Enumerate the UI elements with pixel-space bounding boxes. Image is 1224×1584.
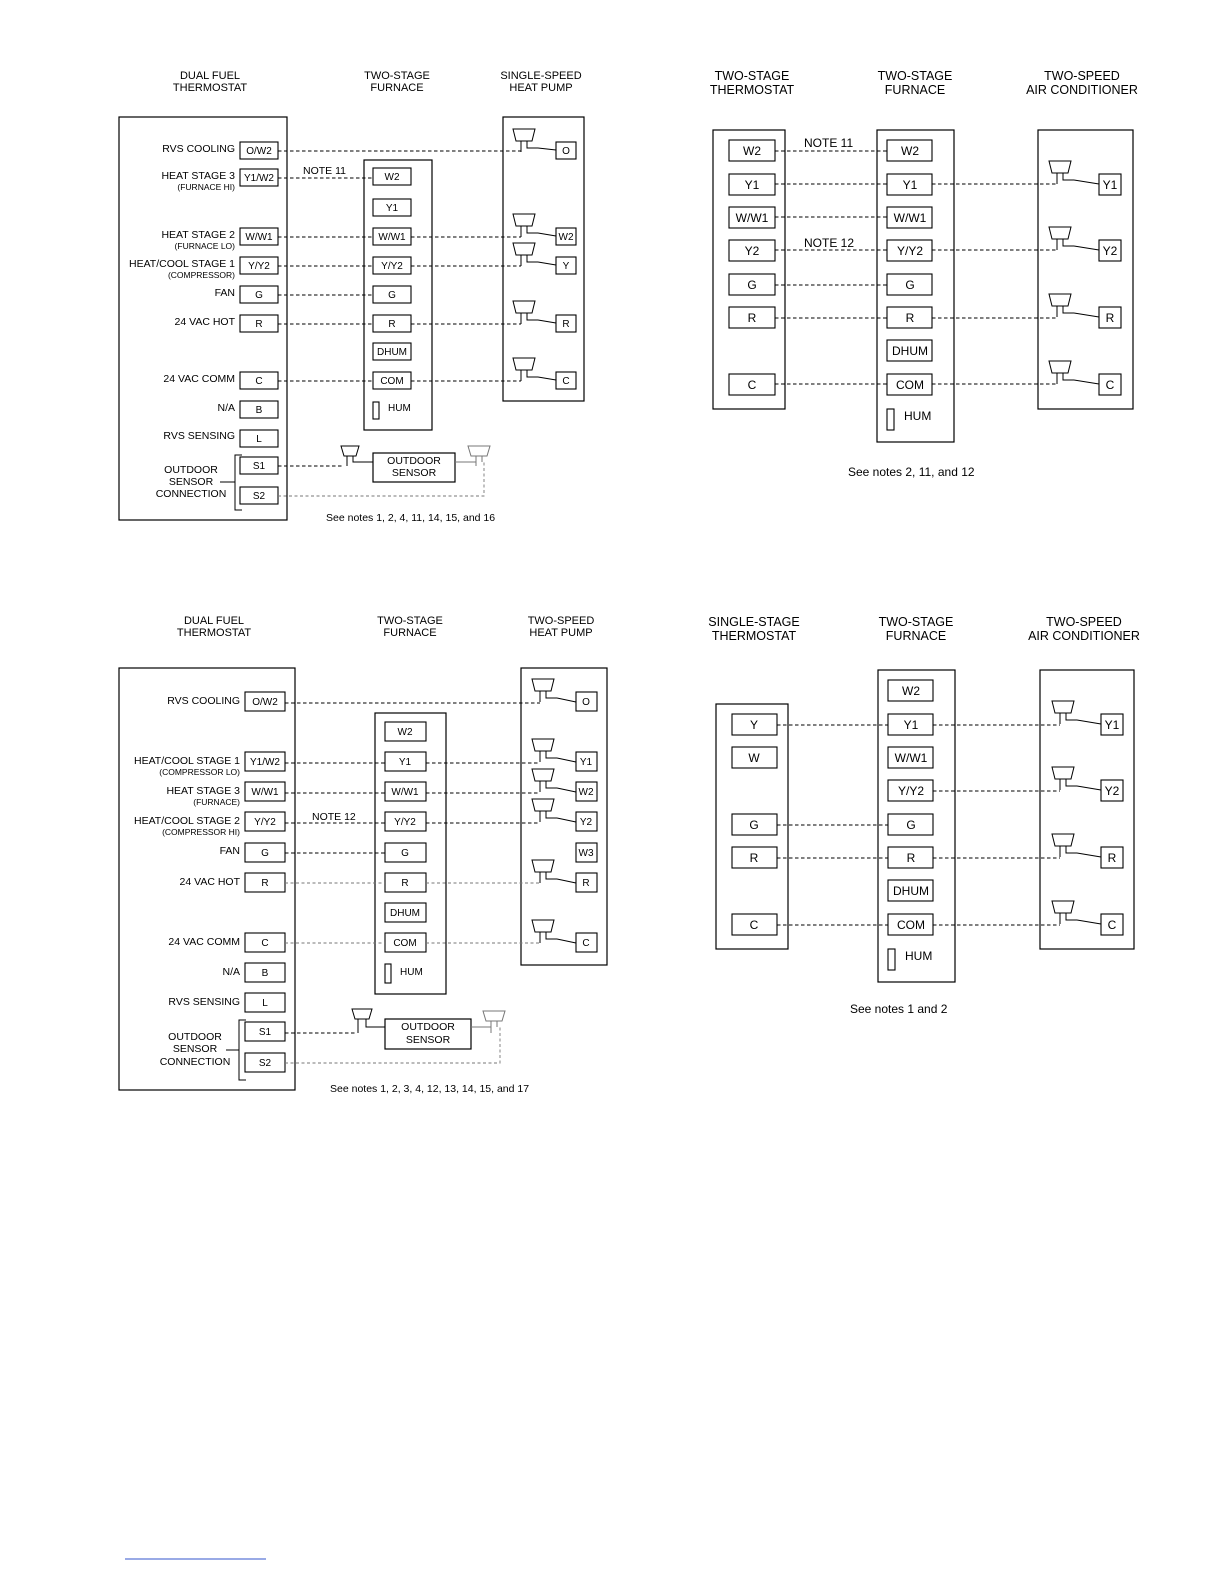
d3-term-r-label: R	[261, 878, 269, 889]
d3-outdoor-header-line2: HEAT PUMP	[529, 627, 593, 639]
d3-label-heat-stage3: HEAT STAGE 3	[166, 785, 240, 797]
d2-note-11: NOTE 11	[804, 136, 854, 150]
d4-term-g-label: G	[749, 818, 759, 832]
d2-thermostat-box	[713, 130, 785, 409]
d1-label-outdoor-sensor-conn-1: OUTDOOR	[164, 464, 218, 476]
d3-note-12: NOTE 12	[312, 811, 356, 823]
d3-furnace-y-y2-label: Y/Y2	[394, 817, 416, 828]
diagram-4-single-stage-thermostat-two-speed-ac	[708, 615, 1140, 1016]
d3-term-s1-label: S1	[258, 1027, 272, 1038]
d3-label-outdoor-sensor-conn-1: OUTDOOR	[168, 1031, 222, 1043]
d2-furnace-w2-label: W2	[901, 144, 919, 158]
d1-term-w-w1-label: W/W1	[245, 232, 273, 243]
d4-furnace-r-label: R	[906, 851, 916, 865]
d2-term-w2-label: W2	[743, 144, 761, 158]
d4-furnace-w2-label: W2	[902, 684, 920, 698]
d3-label-na: N/A	[222, 966, 240, 978]
d1-outdoor-r-label: R	[562, 319, 570, 330]
d3-label-heat-stage3-sub: (FURNACE)	[193, 797, 240, 807]
d1-label-heat-stage3-sub: (FURNACE HI)	[177, 182, 235, 192]
d1-caption: See notes 1, 2, 4, 11, 14, 15, and 16	[326, 512, 496, 524]
d3-outdoor-o-label: O	[582, 697, 590, 708]
d3-outdoor-sensor-line2: SENSOR	[405, 1034, 451, 1046]
d2-term-y1-label: Y1	[744, 178, 760, 192]
d1-term-b-label: B	[255, 405, 263, 416]
d3-furnace-y1-label: Y1	[398, 757, 412, 768]
d2-outdoor-y1-label: Y1	[1102, 178, 1118, 192]
d2-furnace-dhum-label: DHUM	[892, 344, 928, 358]
d3-outdoor-sensor-line1: OUTDOOR	[401, 1021, 455, 1033]
d2-outdoor-unit-box	[1038, 130, 1133, 409]
d2-term-c-label: C	[747, 378, 757, 392]
d1-term-r-label: R	[255, 319, 263, 330]
d2-term-w-w1-label: W/W1	[735, 211, 769, 225]
d1-term-l-label: L	[256, 434, 262, 445]
d1-outdoor-sensor-line1: OUTDOOR	[387, 455, 441, 467]
d1-label-fan: FAN	[214, 287, 235, 299]
d1-outdoor-sensor-line2: SENSOR	[391, 467, 437, 479]
d2-furnace-header-line2: FURNACE	[884, 83, 946, 97]
d2-furnace-hum-label: HUM	[904, 409, 932, 423]
d2-furnace-terminals	[887, 140, 932, 430]
d1-furnace-w-w1-label: W/W1	[378, 232, 406, 243]
d1-term-c-label: C	[255, 376, 263, 387]
d4-thermostat-header-line2: THERMOSTAT	[711, 629, 797, 643]
d3-furnace-dhum-label: DHUM	[390, 908, 420, 919]
d1-term-o-w2-label: O/W2	[246, 146, 272, 157]
d1-sensor-connector-icon-left	[341, 446, 373, 466]
d4-term-c-label: C	[749, 918, 759, 932]
d1-label-outdoor-sensor-conn-3: CONNECTION	[155, 488, 227, 500]
d2-furnace-com-label: COM	[896, 378, 924, 392]
d1-outdoor-y-label: Y	[562, 261, 570, 272]
d3-label-heatcool-stage2: HEAT/COOL STAGE 2	[134, 815, 240, 827]
d4-furnace-hum-label: HUM	[905, 949, 933, 963]
d1-furnace-hum-label: HUM	[388, 403, 411, 414]
d4-outdoor-header-line1: TWO-SPEED	[1046, 615, 1122, 629]
d3-outdoor-w3-label: W3	[578, 848, 594, 859]
d2-note-12: NOTE 12	[804, 236, 855, 250]
d3-term-b-label: B	[261, 968, 269, 979]
d4-furnace-y-y2-label: Y/Y2	[897, 784, 925, 798]
d3-furnace-terminals	[385, 722, 426, 983]
d2-outdoor-r-label: R	[1105, 311, 1115, 325]
d4-term-y-label: Y	[749, 718, 759, 732]
d1-outdoor-w2-label: W2	[558, 232, 574, 243]
d4-outdoor-c-label: C	[1107, 918, 1117, 932]
d3-term-y1-w2-label: Y1/W2	[249, 757, 281, 768]
d3-outdoor-y2-label: Y2	[579, 817, 593, 828]
d3-label-outdoor-sensor-conn-3: CONNECTION	[159, 1056, 231, 1068]
d3-term-o-w2-label: O/W2	[252, 697, 278, 708]
d2-outdoor-y2-label: Y2	[1102, 244, 1118, 258]
d4-furnace-com-label: COM	[897, 918, 925, 932]
d2-furnace-w-w1-label: W/W1	[893, 211, 927, 225]
d1-furnace-header-line2: FURNACE	[370, 82, 424, 94]
d4-caption: See notes 1 and 2	[850, 1002, 948, 1016]
d1-note-11: NOTE 11	[303, 165, 346, 177]
d3-furnace-hum-label: HUM	[400, 967, 423, 978]
d3-outdoor-y1-label: Y1	[579, 757, 593, 768]
d1-furnace-com-label: COM	[380, 376, 404, 387]
d1-furnace-y-y2-label: Y/Y2	[381, 261, 403, 272]
d3-outdoor-c-label: C	[582, 938, 590, 949]
d2-term-y2-label: Y2	[744, 244, 760, 258]
d1-outdoor-header-line2: HEAT PUMP	[509, 82, 573, 94]
d2-furnace-r-label: R	[905, 311, 915, 325]
d3-term-w-w1-label: W/W1	[251, 787, 279, 798]
d4-term-r-label: R	[749, 851, 759, 865]
d1-furnace-g-label: G	[388, 290, 396, 301]
d2-thermostat-header-line2: THERMOSTAT	[709, 83, 795, 97]
d3-label-heatcool-stage1: HEAT/COOL STAGE 1	[134, 755, 240, 767]
d1-label-heatcool-stage1: HEAT/COOL STAGE 1	[129, 258, 235, 270]
d4-outdoor-unit-box	[1040, 670, 1134, 949]
d1-label-na: N/A	[217, 402, 235, 414]
d4-furnace-header-line2: FURNACE	[885, 629, 947, 643]
d3-thermostat-header-line2: THERMOSTAT	[176, 627, 252, 639]
diagram-1-dual-fuel-single-speed-heat-pump	[119, 70, 584, 524]
d3-outdoor-w2-label: W2	[578, 787, 594, 798]
d3-furnace-r-label: R	[401, 878, 409, 889]
d3-furnace-header-line2: FURNACE	[383, 627, 437, 639]
d2-furnace-g-label: G	[905, 278, 915, 292]
d1-outdoor-c-label: C	[562, 376, 570, 387]
d4-furnace-dhum-label: DHUM	[893, 884, 929, 898]
d3-furnace-w-w1-label: W/W1	[391, 787, 419, 798]
d1-label-24vac-hot: 24 VAC HOT	[174, 316, 235, 328]
d1-outdoor-o-label: O	[562, 146, 570, 157]
d1-term-g-label: G	[255, 290, 263, 301]
d4-outdoor-header-line2: AIR CONDITIONER	[1028, 629, 1140, 643]
d1-furnace-header-line1: TWO-STAGE	[364, 70, 430, 82]
d3-thermostat-header-line1: DUAL FUEL	[183, 615, 245, 627]
d4-furnace-header-line1: TWO-STAGE	[878, 615, 954, 629]
d1-furnace-r-label: R	[388, 319, 396, 330]
d2-furnace-header-line1: TWO-STAGE	[877, 69, 953, 83]
d1-furnace-w2-label: W2	[384, 172, 400, 183]
d1-term-y1-w2-label: Y1/W2	[243, 173, 275, 184]
d1-label-outdoor-sensor-conn-2: SENSOR	[168, 476, 214, 488]
d1-furnace-hum-terminal	[373, 402, 379, 419]
d3-label-rvs-sensing: RVS SENSING	[168, 996, 240, 1008]
d3-term-s2-label: S2	[258, 1058, 272, 1069]
d2-furnace-y1-label: Y1	[902, 178, 918, 192]
d3-furnace-header-line1: TWO-STAGE	[377, 615, 443, 627]
d1-sensor-connector-icon-right	[455, 446, 490, 466]
d2-thermostat-header-line1: TWO-STAGE	[714, 69, 790, 83]
d3-furnace-com-label: COM	[393, 938, 417, 949]
d1-thermostat-header-line1: DUAL FUEL	[179, 70, 241, 82]
d3-term-y-y2-label: Y/Y2	[254, 817, 276, 828]
d1-term-s1-label: S1	[252, 461, 266, 472]
d4-furnace-g-label: G	[906, 818, 916, 832]
d1-label-heat-stage3: HEAT STAGE 3	[161, 170, 235, 182]
d4-thermostat-header-line1: SINGLE-STAGE	[708, 615, 800, 629]
d1-label-rvs-cooling: RVS COOLING	[162, 143, 235, 155]
d3-label-rvs-cooling: RVS COOLING	[167, 695, 240, 707]
d3-sensor-connector-icon-left	[352, 1009, 385, 1033]
d2-term-r-label: R	[747, 311, 757, 325]
d3-label-heatcool-stage2-sub: (COMPRESSOR HI)	[162, 827, 240, 837]
d4-furnace-w-w1-label: W/W1	[894, 751, 928, 765]
d2-furnace-hum-terminal	[887, 409, 894, 430]
diagram-3-dual-fuel-two-speed-heat-pump	[119, 615, 607, 1095]
d2-furnace-y-y2-label: Y/Y2	[896, 244, 924, 258]
d3-label-24vac-comm: 24 VAC COMM	[168, 936, 240, 948]
d3-label-heatcool-stage1-sub: (COMPRESSOR LO)	[159, 767, 240, 777]
d3-label-24vac-hot: 24 VAC HOT	[179, 876, 240, 888]
d1-term-s2-label: S2	[252, 491, 266, 502]
d4-furnace-y1-label: Y1	[903, 718, 919, 732]
d3-furnace-hum-terminal	[385, 964, 391, 983]
d2-outdoor-c-label: C	[1105, 378, 1115, 392]
d4-outdoor-y2-label: Y2	[1104, 784, 1120, 798]
d1-furnace-terminals	[373, 168, 411, 419]
d1-outdoor-header-line1: SINGLE-SPEED	[500, 70, 582, 82]
d4-furnace-hum-terminal	[888, 949, 895, 970]
d1-label-heatcool-stage1-sub: (COMPRESSOR)	[167, 270, 235, 280]
d1-label-heat-stage2: HEAT STAGE 2	[161, 229, 235, 241]
d1-thermostat-header-line2: THERMOSTAT	[172, 82, 248, 94]
d1-furnace-y1-label: Y1	[385, 203, 399, 214]
d1-label-rvs-sensing: RVS SENSING	[163, 430, 235, 442]
d3-outdoor-r-label: R	[582, 878, 590, 889]
d1-furnace-dhum-label: DHUM	[377, 347, 407, 358]
d1-term-y-y2-label: Y/Y2	[248, 261, 270, 272]
d3-label-fan: FAN	[219, 845, 240, 857]
d2-caption: See notes 2, 11, and 12	[848, 465, 975, 479]
d4-outdoor-r-label: R	[1107, 851, 1117, 865]
d3-caption: See notes 1, 2, 3, 4, 12, 13, 14, 15, and 17	[330, 1083, 530, 1095]
d3-furnace-g-label: G	[401, 848, 409, 859]
d2-outdoor-header-line1: TWO-SPEED	[1044, 69, 1120, 83]
d3-outdoor-header-line1: TWO-SPEED	[527, 615, 595, 627]
d4-outdoor-y1-label: Y1	[1104, 718, 1120, 732]
d2-term-g-label: G	[747, 278, 757, 292]
d1-label-24vac-comm: 24 VAC COMM	[163, 373, 235, 385]
d2-outdoor-header-line2: AIR CONDITIONER	[1026, 83, 1138, 97]
d1-label-heat-stage2-sub: (FURNACE LO)	[174, 241, 235, 251]
d3-label-outdoor-sensor-conn-2: SENSOR	[172, 1043, 218, 1055]
d4-term-w-label: W	[748, 751, 760, 765]
d3-term-l-label: L	[262, 998, 268, 1009]
d3-term-c-label: C	[261, 938, 269, 949]
d3-furnace-w2-label: W2	[397, 727, 413, 738]
d4-furnace-terminals	[888, 680, 933, 970]
diagram-2-two-stage-thermostat-two-speed-ac	[710, 69, 1138, 479]
d3-term-g-label: G	[261, 848, 269, 859]
